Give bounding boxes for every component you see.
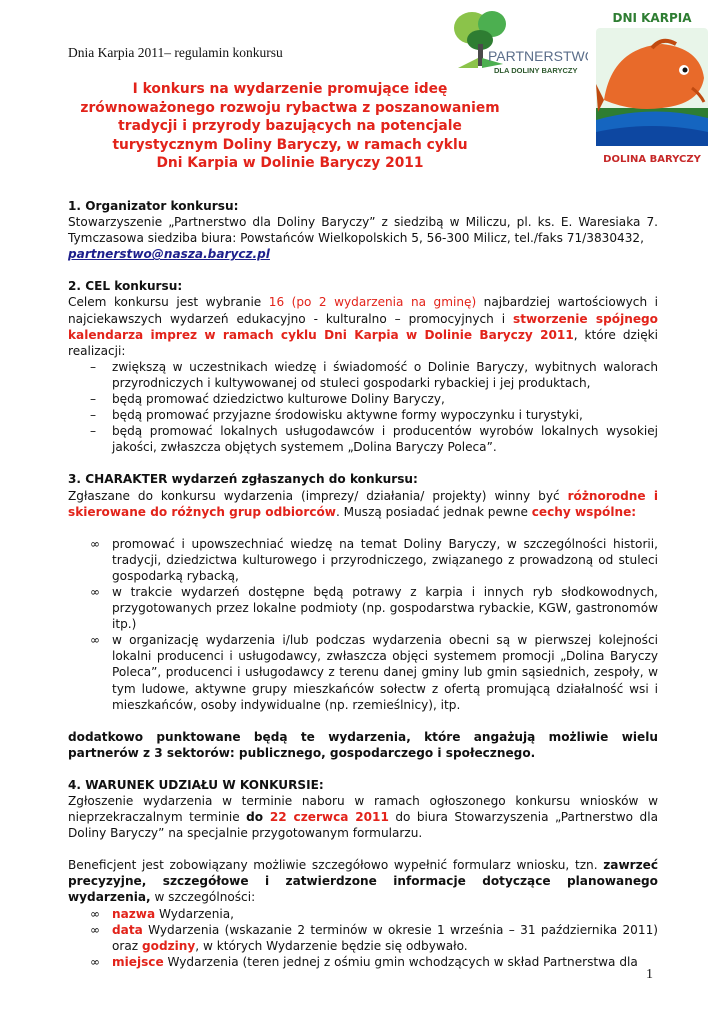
infinity-marker: ∞: [90, 954, 101, 969]
list-item: – będą promować lokalnych usługodawców i producentów wyrobów lokalnych wysokiej jakości, zwłaszcza objętych systemem „Dolina Baryczy Poleca”.: [90, 424, 658, 455]
document-title: [70, 80, 510, 173]
title-line: Dni Karpia w Dolinie Baryczy 2011: [156, 155, 424, 172]
list-item: ∞ promować i upowszechniać wiedzę na temat Doliny Baryczy, w szczególności historii, tradycji, dziedzictwa kulturowego i przyrodniczego, związanego z prowadzoną od stuleci gospodarką rybacką,: [90, 536, 658, 583]
page-number: 1: [646, 967, 653, 982]
list-item: – zwiększą w uczestnikach wiedzę i świadomość o Dolinie Baryczy, wybitnych walorach przyrodniczych i kultywowanej od stuleci gospodarki rybackiej i jej produktach,: [90, 359, 658, 390]
title-line: tradycji i przyrody bazujących na potencjale: [118, 118, 462, 135]
dash-marker: –: [90, 359, 97, 374]
list-item: ∞ w trakcie wydarzeń dostępne będą potrawy z karpia i innych ryb słodkowodnych, przygotowanych przez lokalne podmioty (np. gospodarstwa rybackie, KGW, gastronomów itp.): [90, 584, 658, 632]
email-link[interactable]: partnerstwo@nasza.barycz.pl: [68, 247, 270, 262]
section-4-heading: 4. WARUNEK UDZIAŁU W KONKURSIE:: [68, 777, 324, 792]
section-1-text: [68, 214, 658, 246]
section-4-requirements: Beneficjent jest zobowiązany możliwie szczegółowo wypełnić formularz wniosku, tzn. zawrzeć precyzyjne, szczegółowe i zatwierdzone informacje dotyczące planowanego wydarzenia, w szczególności:: [68, 858, 658, 905]
infinity-marker: ∞: [90, 922, 101, 937]
running-header: Dnia Karpia 2011– regulamin konkursu: [68, 45, 283, 60]
title-line: turystycznym Doliny Baryczy, w ramach cyklu: [112, 136, 468, 153]
dni-karpia-logo-bottom: DOLINA BARYCZY: [603, 154, 701, 165]
list-item: ∞ w organizację wydarzenia i/lub podczas wydarzenia obecni są w pierwszej kolejności lokalni producenci i usługodawcy, zwłaszcza objęci systemem promocji „Dolina Baryczy Poleca”, producenci i usługodawcy z terenu danej gminy lub gmin sąsiednich, zespoły, w tym ludowe, aktywne grupy mieszkańców sołectw z ofertą promującą działalność wsi i mieszkańców, osoby indywidualne (np. rzemieślnicy), itp.: [90, 633, 658, 712]
list-item: ∞ nazwa Wydarzenia,: [90, 906, 235, 921]
infinity-marker: ∞: [90, 633, 101, 648]
section-2-text: Celem konkursu jest wybranie 16 (po 2 wydarzenia na gminę) najbardziej wartościowych i najciekawszych wydarzeń edukacyjno - kulturalno – promocyjnych i stworzenie spójnego kalendarza imprez w ramach cyklu Dni Karpia w Dolinie Baryczy 2011, które dzięki realizacji:: [68, 295, 659, 358]
list-item: ∞ miejsce Wydarzenia (teren jednej z ośmiu gmin wchodzących w skład Partnerstwa dla: [90, 954, 638, 969]
list-item: ∞ data Wydarzenia (wskazanie 2 terminów w okresie 1 września – 31 października 2011) oraz godziny, w których Wydarzenie będzie się odbywało.: [90, 922, 658, 953]
dash-marker: –: [90, 424, 97, 439]
tree-logo-icon: [448, 8, 588, 78]
bonus-points-note: dodatkowo punktowane będą te wydarzenia, które angażują możliwie wielu partnerów z 3 sektorów: publicznego, gospodarczego i społecznego.: [68, 729, 658, 760]
section-2-heading: 2. CEL konkursu:: [68, 279, 183, 294]
document-body: [68, 198, 658, 970]
section-4-list: [68, 906, 658, 970]
list-item: – będą promować przyjazne środowisku aktywne formy wypoczynku i turystyki,: [90, 408, 583, 423]
section-3-list: [68, 536, 658, 713]
infinity-marker: ∞: [90, 584, 101, 599]
section-3-heading: 3. CHARAKTER wydarzeń zgłaszanych do konkursu:: [68, 472, 418, 487]
dash-marker: –: [90, 392, 97, 407]
section-1-heading: 1. Organizator konkursu:: [68, 199, 239, 213]
dash-marker: –: [90, 408, 97, 423]
partnerstwo-logo-line2: DLA DOLINY BARYCZY: [494, 66, 578, 75]
carp-logo-icon: [592, 8, 712, 170]
organizer-address: Stowarzyszenie „Partnerstwo dla Doliny Baryczy” z siedzibą w Miliczu, pl. ks. E. Waresiaka 7. Tymczasowa siedziba biura: Powstańców Wielkopolskich 5, 56-300 Milicz, tel./faks 71/3830432,: [68, 215, 658, 246]
list-item: – będą promować dziedzictwo kulturowe Doliny Baryczy,: [90, 392, 445, 407]
infinity-marker: ∞: [90, 536, 101, 551]
infinity-marker: ∞: [90, 906, 101, 921]
dni-karpia-logo: [592, 8, 712, 170]
section-3-text: Zgłaszane do konkursu wydarzenia (imprezy/ działania/ projekty) winny być różnorodne i skierowane do różnych grup odbiorców. Muszą posiadać jednak pewne cechy wspólne:: [68, 488, 659, 519]
partnerstwo-logo-line1: PARTNERSTWO: [488, 48, 588, 64]
partnerstwo-logo: [448, 8, 588, 78]
title-line: zrównoważonego rozwoju rybactwa z poszanowaniem: [80, 99, 500, 116]
dni-karpia-logo-top: DNI KARPIA: [612, 11, 692, 25]
section-4-text: Zgłoszenie wydarzenia w terminie naboru w ramach ogłoszonego konkursu wniosków w nieprzekraczalnym terminie do 22 czerwca 2011 do biura Stowarzyszenia „Partnerstwo dla Doliny Baryczy” na specjalnie przygotowanym formularzu.: [68, 794, 658, 841]
section-2-list: [68, 359, 658, 456]
title-line: I konkurs na wydarzenie promujące ideę: [132, 81, 448, 97]
